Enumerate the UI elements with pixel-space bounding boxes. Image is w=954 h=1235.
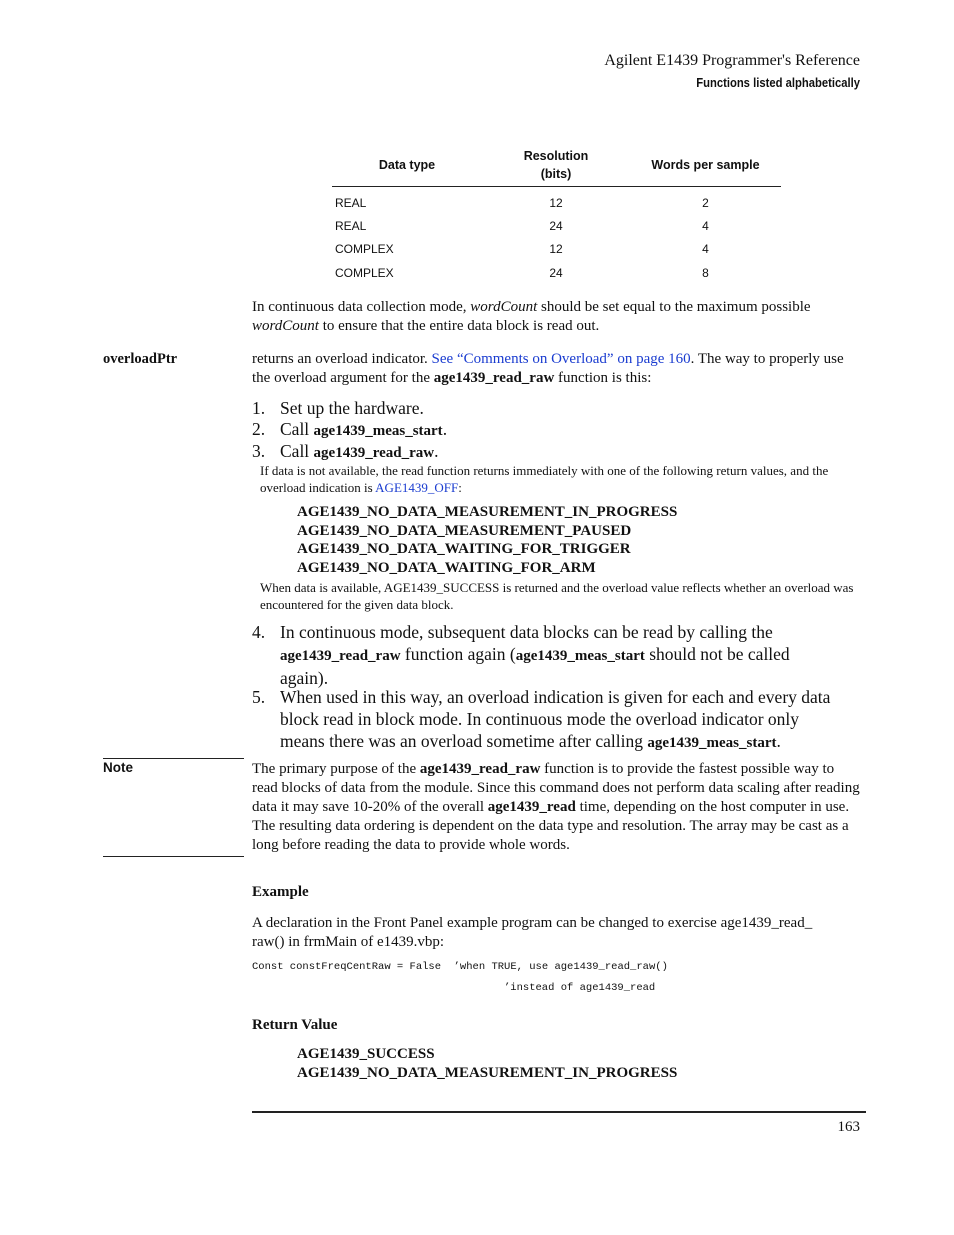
note-top-rule	[103, 758, 244, 759]
list-number: 5.	[252, 687, 266, 707]
list-item	[252, 686, 852, 752]
return-code: AGE1439_NO_DATA_WAITING_FOR_TRIGGER	[297, 541, 631, 557]
example-heading: Example	[252, 884, 309, 900]
list-number: 2.	[252, 419, 266, 439]
function-name: age1439_meas_start	[313, 423, 443, 439]
return-code: AGE1439_NO_DATA_MEASUREMENT_PAUSED	[297, 523, 632, 539]
list-item	[252, 418, 852, 440]
return-code: AGE1439_NO_DATA_WAITING_FOR_ARM	[297, 560, 596, 576]
table-cell: COMPLEX	[335, 265, 394, 280]
text: function is this:	[554, 370, 652, 386]
function-name: age1439_read_raw	[433, 370, 555, 386]
list-item	[252, 440, 852, 462]
list-number: 1.	[252, 398, 266, 418]
return-value-heading: Return Value	[252, 1017, 338, 1033]
table-row	[332, 238, 781, 261]
list-text	[280, 621, 840, 689]
function-name: age1439_read	[487, 799, 576, 815]
table-cell: 12	[549, 195, 563, 210]
text: In continuous mode, subsequent data blocks can be read by calling the	[280, 622, 773, 642]
comments-on-overload-link[interactable]: See “Comments on Overload” on page 160	[431, 351, 691, 367]
page-number: 163	[837, 1119, 860, 1135]
footer-rule	[252, 1111, 866, 1113]
list-text	[280, 418, 840, 442]
data-available-paragraph: When data is available, AGE1439_SUCCESS is returned and the overload value reflects whether an overload was encountered for the given data block.	[260, 580, 854, 612]
table-cell: REAL	[335, 218, 367, 233]
code-line: Const constFreqCentRaw = False ’when TRUE, use age1439_read_raw()	[252, 961, 668, 973]
return-code: AGE1439_NO_DATA_MEASUREMENT_IN_PROGRESS	[297, 1065, 678, 1081]
table-cell: 4	[702, 242, 709, 257]
function-name: age1439_read_raw	[280, 648, 401, 664]
overload-description	[252, 350, 852, 388]
note-label: Note	[103, 760, 133, 775]
text: . The way to properly use the overload argument for the	[252, 351, 844, 386]
note-paragraph	[252, 760, 862, 855]
table-cell: 24	[549, 218, 563, 233]
column-header-data-type: Data type	[332, 144, 482, 187]
table-cell: COMPLEX	[335, 242, 394, 257]
param-name: wordCount	[252, 318, 319, 334]
table-cell: REAL	[335, 195, 367, 210]
not-available-paragraph	[260, 462, 854, 496]
list-number: 4.	[252, 622, 266, 642]
list-item	[252, 397, 852, 419]
list-item	[252, 621, 852, 687]
return-code: AGE1439_NO_DATA_MEASUREMENT_IN_PROGRESS	[297, 504, 678, 520]
code-line: ’instead of age1439_read	[504, 982, 656, 994]
text: Call	[280, 419, 314, 439]
text: to ensure that the entire data block is read out.	[318, 318, 600, 334]
column-header-words-per-sample: Words per sample	[630, 144, 781, 187]
table-cell: 2	[702, 195, 709, 210]
table-header-row	[332, 144, 781, 187]
table-cell: 12	[549, 242, 563, 257]
list-number: 3.	[252, 441, 266, 461]
list-text	[280, 686, 840, 754]
function-name: age1439_meas_start	[515, 648, 645, 664]
text: returns an overload indicator.	[252, 351, 432, 367]
param-label-overloadptr: overloadPtr	[103, 351, 178, 367]
return-code: AGE1439_SUCCESS	[297, 1046, 435, 1062]
continuous-mode-paragraph	[252, 298, 852, 336]
text: .	[442, 419, 448, 439]
text: time, depending on the host computer in use. The resulting data ordering is dependent on the data type and resolution. The array may be cast as a long before reading the data to provide whole words.	[252, 799, 850, 853]
text: :	[458, 480, 462, 495]
data-type-table	[332, 144, 781, 284]
table-row	[332, 187, 781, 215]
text: .	[434, 441, 439, 461]
column-header-resolution: Resolution (bits)	[482, 144, 630, 187]
table-cell: 24	[549, 265, 563, 280]
text: function again (	[400, 644, 516, 664]
table-cell: 8	[702, 265, 709, 280]
list-text	[280, 440, 840, 464]
text: function is to provide the fastest possible way to read blocks of data from the module. Since this command does not perform data scaling after reading data it may save 10-20% of the overall	[252, 761, 860, 815]
text: The primary purpose of the	[252, 761, 420, 777]
param-name: wordCount	[470, 299, 538, 315]
function-name: age1439_read_raw	[313, 445, 435, 461]
table-row	[332, 261, 781, 284]
function-name: age1439_read_raw	[419, 761, 541, 777]
list-text: Set up the hardware.	[280, 398, 424, 418]
table-cell: 4	[702, 218, 709, 233]
section-subtitle: Functions listed alphabetically	[696, 76, 860, 90]
function-name: age1439_meas_start	[647, 735, 777, 751]
text: .	[776, 731, 781, 751]
text: If data is not available, the read function returns immediately with one of the following return values, and the overload indication is	[260, 463, 829, 495]
text: Call	[280, 441, 314, 461]
text: should not be called again).	[280, 644, 790, 688]
age1439-off-link[interactable]: AGE1439_OFF	[375, 480, 459, 495]
example-paragraph: A declaration in the Front Panel example program can be changed to exercise age1439_read_ raw() in frmMain of e1439.vbp:	[252, 915, 813, 950]
text: When used in this way, an overload indication is given for each and every data block read in block mode. In continuous mode the overload indicator only means there was an overload sometime after calling	[280, 687, 831, 751]
text: should be set equal to the maximum possible	[537, 299, 811, 315]
table-row	[332, 214, 781, 237]
document-title: Agilent E1439 Programmer's Reference	[604, 52, 860, 69]
note-bottom-rule	[103, 856, 244, 857]
text: In continuous data collection mode,	[252, 299, 471, 315]
